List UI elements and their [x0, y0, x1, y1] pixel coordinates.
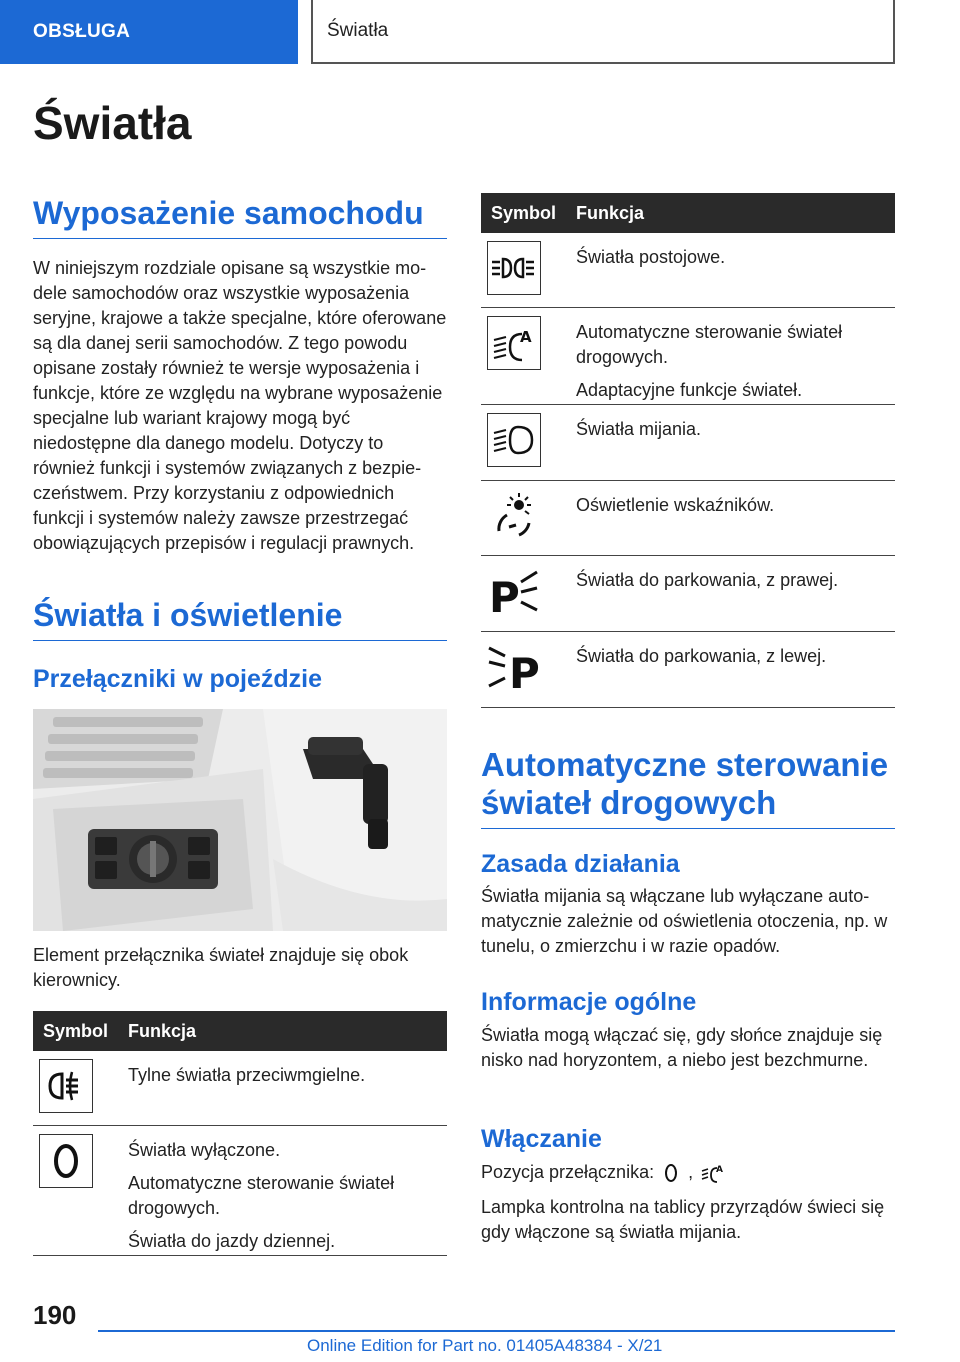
- function-text: Światła do parkowania, z prawej.: [576, 570, 839, 590]
- heading-lights: Światła i oświetlenie: [33, 596, 447, 641]
- chapter-header: [311, 0, 895, 64]
- svg-text:A: A: [520, 328, 532, 346]
- footer-divider: [98, 1330, 895, 1332]
- function-text: Światła mijania.: [576, 419, 702, 439]
- table-row: [481, 556, 895, 632]
- auto-headlight-icon: [487, 316, 541, 370]
- switch-position-line: [481, 1160, 725, 1185]
- table-row: [481, 405, 895, 481]
- icon-cell: [481, 405, 576, 480]
- function-cell: [576, 481, 895, 555]
- chapter-title: Światła: [327, 20, 389, 41]
- function-cell: [128, 1051, 447, 1125]
- equipment-text: W niniejszym rozdziale opisane są wszystkie modele samochodów oraz wszystkie wyposażenia seryjne, krajowe a także specjalne, które oferowane są dla danej serii samochodów. Z tego powodu opisane zostały również te wersje wyposażenia i funkcje, które ze względu na wybrane wyposażenie specjalne lub wariant krajowy mogą być niedostępne dla danego modelu. Dotyczy to również funkcji i systemów związanych z bezpieczeństwem. Przy korzystaniu z odpowiednich funkcji i systemów należy zawsze przestrzegać obowiązujących przepisów i regulacji prawnych.: [33, 258, 447, 553]
- icon-cell: [481, 556, 576, 631]
- parking-lights-icon: [487, 241, 541, 295]
- col-function: Funkcja: [128, 1020, 197, 1041]
- auto-headlight-inline-icon: [701, 1162, 725, 1184]
- parking-light-right-icon: [487, 564, 541, 618]
- instrument-lighting-icon: [487, 489, 541, 543]
- col-symbol: Symbol: [43, 1020, 109, 1041]
- symbol-table-left: [33, 1011, 447, 1256]
- col-function: Funkcja: [576, 202, 645, 223]
- icon-cell: [33, 1126, 128, 1255]
- function-cell: [576, 405, 895, 480]
- edition-text: Online Edition for Part no. 01405A48384 - X/21: [307, 1336, 663, 1355]
- symbol-table-right: [481, 193, 895, 708]
- low-beam-icon: [487, 413, 541, 467]
- general-text: Światła mogą włączać się, gdy słońce znajduje się nisko nad horyzontem, a niebo jest bezchmurne.: [481, 1025, 883, 1070]
- table-row: [481, 632, 895, 708]
- function-text: Światła do jazdy dziennej.: [128, 1231, 336, 1251]
- icon-cell: [481, 632, 576, 707]
- svg-text:P: P: [509, 649, 540, 694]
- light-switch-photo: [33, 709, 447, 931]
- col-symbol: Symbol: [491, 202, 557, 223]
- function-text: Światła postojowe.: [576, 247, 726, 267]
- heading-auto-beam: Automatyczne sterowanie świateł drogowych: [481, 746, 895, 829]
- function-text: Światła do parkowania, z lewej.: [576, 646, 827, 666]
- heading-switch-on: Włączanie: [481, 1125, 602, 1153]
- function-cell: [576, 308, 895, 404]
- lights-off-zero-icon: [39, 1134, 93, 1188]
- heading-switches: Przełączniki w pojeździe: [33, 665, 322, 693]
- function-cell: [576, 556, 895, 631]
- icon-cell: [481, 481, 576, 555]
- heading-principle: Zasada działania: [481, 850, 680, 878]
- table-row: [33, 1126, 447, 1256]
- icon-cell: [481, 233, 576, 307]
- table-row: [481, 481, 895, 556]
- function-text: Adaptacyjne funkcje świateł.: [576, 380, 803, 400]
- position-separator: ,: [688, 1162, 694, 1182]
- svg-text:A: A: [716, 1164, 724, 1175]
- icon-cell: [33, 1051, 128, 1125]
- section-tab: OBSŁUGA: [0, 0, 298, 64]
- principle-text: Światła mijania są włączane lub wyłączane automatycznie zależnie od oświetlenia otoczenia, np. w tunelu, o zmierzchu i w razie opadów.: [481, 886, 888, 956]
- table-header: [481, 193, 895, 233]
- rear-fog-light-icon: [39, 1059, 93, 1113]
- svg-text:P: P: [489, 573, 520, 618]
- icon-cell: [481, 308, 576, 404]
- table-row: [33, 1051, 447, 1126]
- position-zero-icon: [664, 1163, 678, 1183]
- function-cell: [128, 1126, 447, 1255]
- function-text: Tylne światła przeciwmgielne.: [128, 1065, 366, 1085]
- function-text: Oświetlenie wskaźników.: [576, 495, 775, 515]
- function-text: Światła wyłączone.: [128, 1140, 281, 1160]
- table-header: [33, 1011, 447, 1051]
- function-cell: [576, 233, 895, 307]
- function-cell: [576, 632, 895, 707]
- function-text: Automatyczne sterowanie świateł drogowych.: [576, 322, 843, 367]
- page-number: 190: [33, 1300, 77, 1330]
- table-row: [481, 308, 895, 405]
- indicator-text: Lampka kontrolna na tablicy przyrządów świeci się gdy włączone są światła mijania.: [481, 1197, 885, 1242]
- parking-light-left-icon: [487, 640, 541, 694]
- table-row: [481, 233, 895, 308]
- dashboard-illustration: [33, 709, 447, 931]
- heading-general: Informacje ogólne: [481, 988, 697, 1016]
- page-title: Światła: [33, 97, 192, 149]
- function-text: Automatyczne sterowanie świateł drogowych.: [128, 1173, 395, 1218]
- position-label: Pozycja przełącznika:: [481, 1162, 655, 1182]
- heading-equipment: Wyposażenie samochodu: [33, 194, 447, 239]
- photo-caption: Element przełącznika świateł znajduje się obok kierownicy.: [33, 945, 409, 990]
